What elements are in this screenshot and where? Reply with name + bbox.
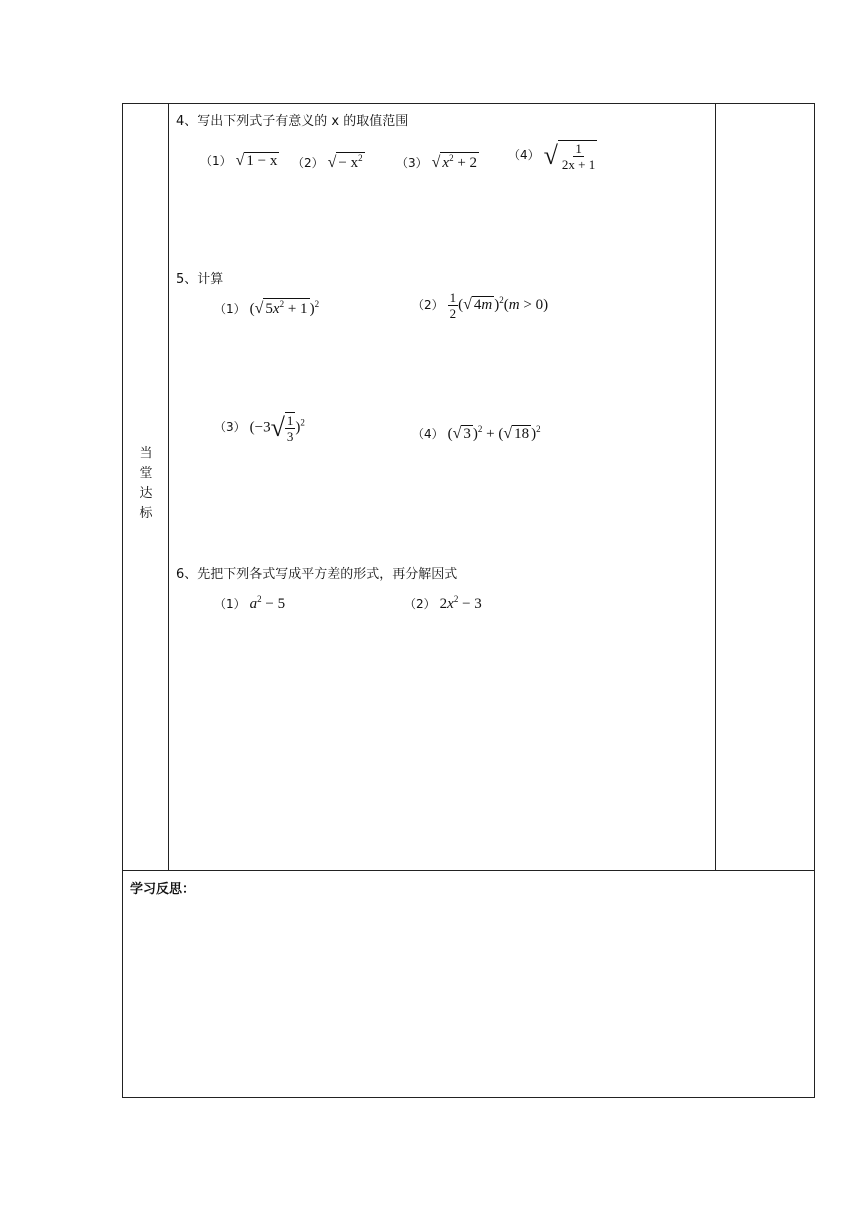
- row-divider: [122, 870, 815, 871]
- table-border-top: [122, 103, 815, 104]
- q5-item-2-num: （2）: [412, 297, 444, 312]
- q5-item-3-num: （3）: [214, 420, 246, 435]
- q5-item-2: （2） $\frac{1}{2}$ (√ 4m )$^2$(m > 0): [412, 290, 549, 321]
- side-label: [136, 444, 156, 524]
- q4-item-4-numerator: 1: [575, 141, 582, 156]
- q6-item-1-num: （1）: [214, 597, 246, 611]
- q5-item-4: （4） (√ 3 )$^2$ + (√ 18 )$^2$: [412, 424, 541, 442]
- side-label-char: 标: [139, 506, 153, 521]
- q4-item-3-expr: x: [442, 155, 450, 171]
- q4-item-3-num: （3）: [396, 156, 428, 170]
- q6-item-1: （1） $a^2 - 5$: [214, 594, 286, 612]
- q4-item-4-num: （4）: [508, 148, 540, 163]
- q4-item-1-num: （1）: [200, 154, 232, 168]
- q4-item-2: （2） √ − $x^2$: [292, 153, 363, 171]
- q4-item-1-expr: 1 − x: [246, 153, 278, 169]
- q5-item-1: （1） (√ $5x^2 + 1$ )$^2$: [214, 299, 320, 317]
- q4-item-2-num: （2）: [292, 156, 324, 170]
- q4-item-4-denominator: 2x + 1: [561, 157, 596, 172]
- reflection-label: 学习反思：: [130, 882, 196, 897]
- q5-item-4-num: （4）: [412, 427, 444, 441]
- column-divider-2: [715, 103, 716, 871]
- q4-item-2-expr: − x: [338, 155, 359, 171]
- q5-item-3: （3） (−3√ $\frac{1}{3}$ )$^2$: [214, 413, 305, 444]
- side-label-char: 堂: [139, 466, 153, 481]
- q5-title: 5、计算: [176, 272, 224, 287]
- q4-item-1: （1） √ 1 − x: [200, 152, 278, 169]
- q4-item-4: （4） √ $\frac{1}{2x + 1}$: [508, 141, 596, 172]
- table-border-bottom: [122, 1097, 815, 1098]
- table-border-right: [814, 103, 815, 1098]
- table-border-left: [122, 103, 123, 1098]
- q4-item-3: （3） √ $x^2 + 2$: [396, 153, 478, 171]
- q5-item-1-num: （1）: [214, 302, 246, 316]
- q6-title: 6、先把下列各式写成平方差的形式，再分解因式: [176, 567, 458, 582]
- side-label-char: 达: [139, 486, 153, 501]
- q6-item-2: （2） $2x^2 - 3$: [404, 594, 482, 612]
- column-divider-1: [168, 103, 169, 871]
- q6-item-2-num: （2）: [404, 597, 436, 611]
- side-label-char: 当: [139, 446, 153, 461]
- q4-title: 4、写出下列式子有意义的 x 的取值范围: [176, 114, 409, 129]
